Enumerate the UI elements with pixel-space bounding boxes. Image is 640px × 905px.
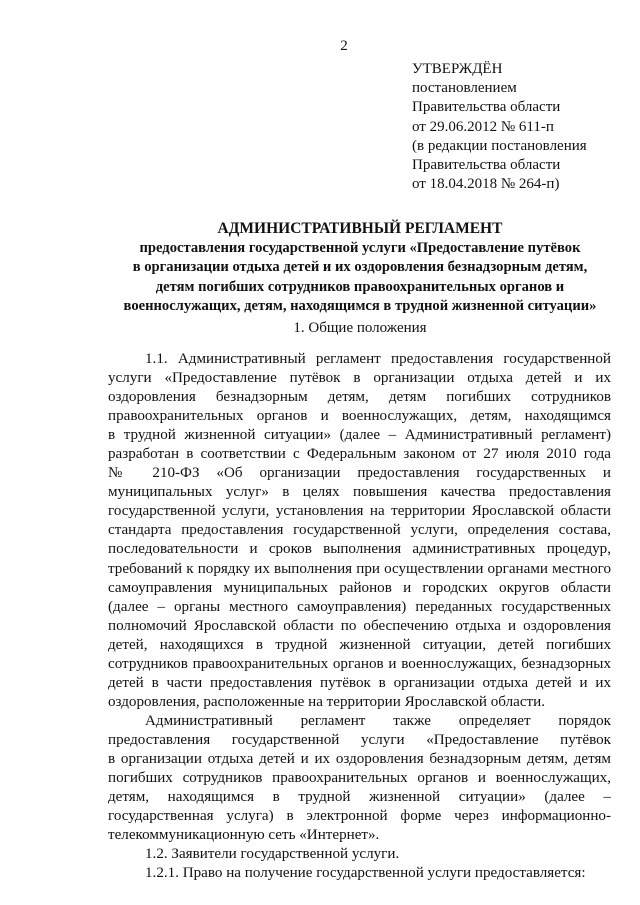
paragraph-line: стандарта предоставления государственной услуги, определения состава, [108, 522, 611, 539]
paragraph-line: в трудной жизненной ситуации» (далее – Административный регламент) [108, 427, 611, 444]
paragraph-line: (далее – органы местного самоуправления) переданных государственных [108, 598, 611, 615]
paragraph-line: 1.2.1. Право на получение государственной услуги предоставляется: [145, 865, 586, 882]
paragraph-line: правоохранительных органов и военнослужащих, детям, находящимся [108, 408, 611, 425]
paragraph-line: оздоровления безнадзорным детям, детям погибших сотрудников [108, 389, 611, 406]
paragraph [108, 712, 611, 845]
paragraph-line: детей в части предоставления путёвок в организации отдыха детей и их [108, 674, 611, 691]
title-block [110, 219, 610, 317]
paragraph-line: предоставления государственной услуги «Предоставление путёвок [108, 731, 611, 748]
paragraph-line: полномочий Ярославской области по обеспечению отдыха и оздоровления [108, 617, 611, 634]
document-body [108, 350, 611, 883]
paragraph-line: в организации отдыха детей и их оздоровления безнадзорным детям, детям [108, 750, 611, 767]
document-subtitle [110, 239, 610, 317]
paragraph-line: оздоровления, расположенные на территории Ярославской области. [108, 693, 545, 710]
paragraph-line: детям, находящимся в трудной жизненной ситуации» (далее – [108, 789, 611, 806]
paragraph-line: 1.1. Административный регламент предоставления государственной [145, 351, 611, 367]
paragraph-line: государственная услуга) в электронной форме через информационно- [108, 808, 611, 825]
approval-stamp [412, 60, 622, 194]
approval-line: (в редакции постановления [412, 137, 587, 154]
paragraph [108, 350, 611, 712]
subtitle-line: военнослужащих, детям, находящимся в трудной жизненной ситуации» [123, 298, 597, 315]
paragraph-line: разработан в соответствии с Федеральным законом от 27 июля 2010 года [108, 446, 611, 463]
section-heading: 1. Общие положения [293, 320, 427, 336]
subtitle-line: детям погибших сотрудников правоохранительных органов и [155, 278, 565, 295]
paragraph-line: государственной услуги, установления на территории Ярославской области [108, 503, 611, 520]
approval-line: от 29.06.2012 № 611-п [412, 118, 554, 135]
paragraph-line: требований к порядку их выполнения при осуществлении органами местного [108, 560, 611, 577]
subtitle-line: в организации отдыха детей и их оздоровления безнадзорным детям, [132, 259, 588, 276]
paragraph-line: детей, находящихся в трудной жизненной ситуации, детей погибших [108, 636, 611, 653]
paragraph-line: последовательности и сроков выполнения административных процедур, [108, 541, 611, 558]
subtitle-line: предоставления государственной услуги «Предоставление путёвок [139, 240, 581, 256]
approval-line: УТВЕРЖДЁН [412, 61, 503, 77]
paragraph-line: самоуправления муниципальных районов и городских округов области [108, 579, 611, 596]
paragraph-line: сотрудников правоохранительных органов и военнослужащих, безнадзорных [108, 655, 611, 672]
paragraph [108, 845, 611, 864]
approval-line: Правительства области [412, 99, 561, 116]
paragraph-line: Административный регламент также определяет порядок [145, 712, 611, 729]
paragraph-line: услуги «Предоставление путёвок в организации отдыха детей и их [108, 370, 611, 387]
paragraph [108, 864, 611, 883]
page-number: 2 [340, 38, 348, 54]
approval-line: постановлением [412, 80, 517, 97]
approval-line: от 18.04.2018 № 264-п) [412, 176, 560, 193]
paragraph-line: телекоммуникационную сеть «Интернет». [108, 827, 380, 844]
document-title: АДМИНИСТРАТИВНЫЙ РЕГЛАМЕНТ [217, 220, 503, 237]
approval-line: Правительства области [412, 157, 561, 174]
paragraph-line: погибших сотрудников правоохранительных органов и военнослужащих, [108, 770, 611, 787]
paragraph-line: муниципальных услуг» в целях повышения качества предоставления [108, 484, 611, 501]
paragraph-line: № 210-ФЗ «Об организации предоставления государственных и [108, 465, 611, 482]
paragraph-line: 1.2. Заявители государственной услуги. [145, 846, 400, 863]
